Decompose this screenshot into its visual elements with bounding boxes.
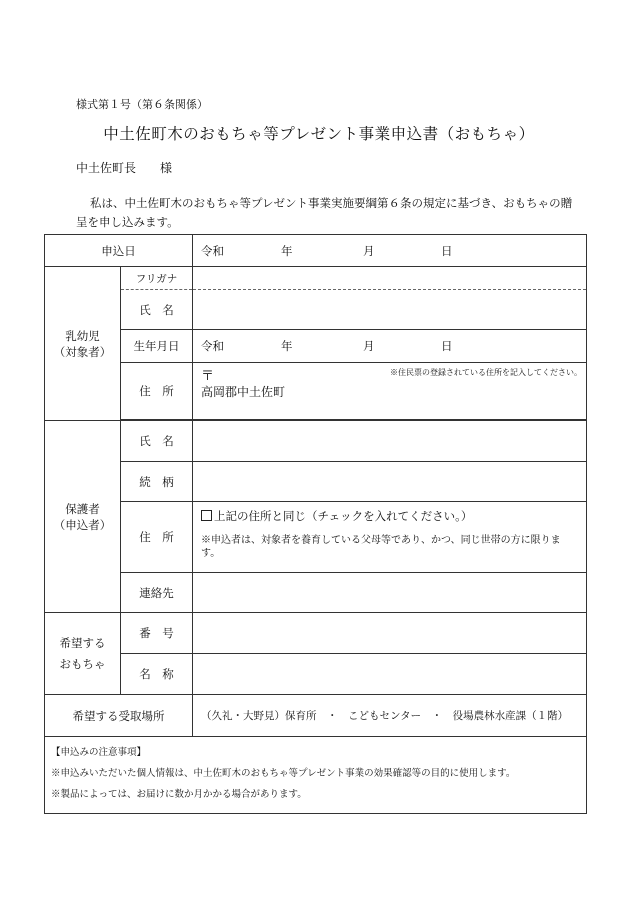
infant-furigana-field[interactable] (193, 267, 587, 290)
same-address-text: 上記の住所と同じ（チェックを入れてください。） (214, 509, 473, 523)
toy-label-line2: おもちゃ (59, 656, 106, 671)
form-title: 中土佐町木のおもちゃ等プレゼント事業申込書（おもちゃ） (103, 125, 535, 143)
application-form-table (44, 234, 587, 814)
same-address-checkbox[interactable] (201, 510, 212, 521)
guardian-address-label: 住 所 (121, 502, 193, 573)
infant-name-field[interactable] (193, 290, 587, 330)
infant-birthdate-label: 生年月日 (121, 330, 193, 363)
birthdate-year: 年 (281, 339, 293, 353)
toy-name-label: 名 称 (121, 654, 193, 695)
infant-label-line1: 乳幼児 (65, 328, 100, 343)
toy-number-row (45, 613, 587, 654)
birthdate-day: 日 (441, 339, 453, 353)
infant-address-label: 住 所 (121, 363, 193, 420)
birthdate-era: 令和 (201, 339, 224, 353)
same-address-check[interactable] (201, 508, 578, 524)
guardian-contact-row (45, 573, 587, 613)
toy-number-label: 番 号 (121, 613, 193, 654)
toy-number-field[interactable] (193, 613, 587, 654)
infant-address-note: ※住民票の登録されている住所を記入してください。 (390, 368, 582, 377)
application-date-day: 日 (441, 243, 453, 258)
guardian-address-row (45, 502, 587, 573)
infant-name-label: 氏 名 (121, 290, 193, 330)
pickup-label: 希望する受取場所 (45, 695, 193, 737)
toy-name-field[interactable] (193, 654, 587, 695)
guardian-address-field[interactable] (193, 502, 587, 573)
guardian-contact-label: 連絡先 (121, 573, 193, 613)
guardian-label-line2: （申込者） (53, 517, 112, 532)
addressee (76, 159, 172, 176)
guardian-name-row (45, 421, 587, 462)
guardian-relationship-row (45, 462, 587, 502)
infant-section-label (45, 267, 121, 421)
guardian-name-field[interactable] (193, 421, 587, 462)
addressee-name: 中土佐町長 (76, 161, 137, 175)
guardian-section-label (45, 421, 121, 613)
addressee-honorific: 様 (160, 161, 173, 175)
application-date-row (45, 235, 587, 267)
guardian-address-note: ※申込者は、対象者を養育している父母等であり、かつ、同じ世帯の方に限ります。 (201, 535, 561, 559)
pickup-options[interactable]: （久礼・大野見）保育所 ・ こどもセンター ・ 役場農林水産課（１階） (193, 695, 587, 737)
application-date-month: 月 (363, 243, 375, 258)
application-date-year: 年 (281, 243, 293, 258)
infant-label-line2: （対象者） (53, 344, 112, 359)
infant-address-field[interactable] (193, 363, 587, 420)
toy-name-row (45, 654, 587, 695)
infant-furigana-label: フリガナ (121, 267, 193, 290)
guardian-contact-field[interactable] (193, 573, 587, 613)
guardian-relationship-label: 続 柄 (121, 462, 193, 502)
guardian-label-line1: 保護者 (65, 501, 100, 516)
notes-box (45, 737, 587, 814)
notes-item-1: ※申込みいただいた個人情報は、中土佐町木のおもちゃ等プレゼント事業の効果確認等の目的に使用します。 (51, 768, 516, 779)
infant-furigana-row (45, 267, 587, 290)
guardian-name-label: 氏 名 (121, 421, 193, 462)
birthdate-month: 月 (363, 339, 375, 353)
infant-birthdate-row (45, 330, 587, 363)
guardian-relationship-field[interactable] (193, 462, 587, 502)
postal-mark: 〒 (201, 369, 215, 384)
infant-address-row (45, 363, 587, 420)
infant-name-row (45, 290, 587, 330)
form-number: 様式第１号（第６条関係） (76, 98, 208, 111)
infant-birthdate-field[interactable] (193, 330, 587, 363)
notes-row (45, 737, 587, 814)
application-date-era: 令和 (201, 243, 224, 258)
toy-label-line1: 希望する (59, 635, 106, 650)
application-date-field[interactable] (193, 235, 587, 267)
infant-address-city: 高岡郡中土佐町 (201, 385, 286, 399)
intro-text: 私は、中土佐町木のおもちゃ等プレゼント事業実施要綱第６条の規定に基づき、おもちゃの贈呈を申し込みます。 (76, 196, 573, 229)
toy-section-label (45, 613, 121, 695)
notes-item-2: ※製品によっては、お届けに数か月かかる場合があります。 (51, 789, 307, 800)
application-date-label: 申込日 (45, 235, 193, 267)
pickup-row (45, 695, 587, 737)
notes-heading: 【申込みの注意事項】 (51, 747, 147, 758)
